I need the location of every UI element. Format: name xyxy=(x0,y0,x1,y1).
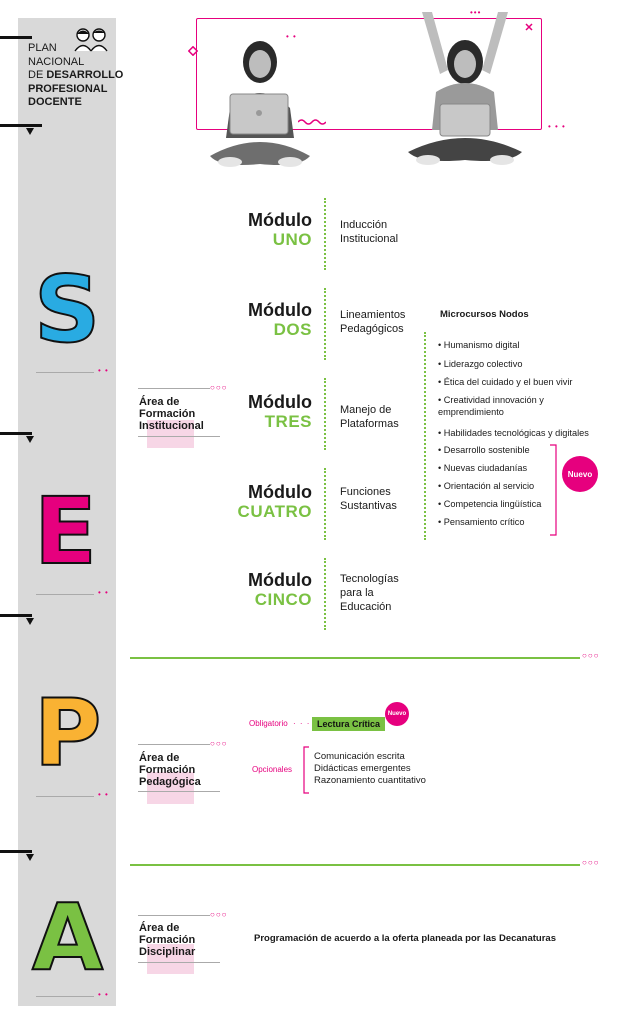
opcionales-label: Opcionales xyxy=(252,765,293,774)
divider xyxy=(138,388,210,389)
divider xyxy=(36,372,94,373)
divider xyxy=(138,915,210,916)
arrow-down-icon xyxy=(26,618,34,625)
divider xyxy=(36,594,94,595)
dots-decoration: ○○○ xyxy=(210,739,228,748)
dots-decoration: ○○○ xyxy=(582,651,600,660)
nuevo-badge: Nuevo xyxy=(385,702,409,726)
divider xyxy=(138,962,220,963)
list-item: Comunicación escrita xyxy=(314,751,405,762)
bracket-icon xyxy=(548,444,562,536)
arrow-down-icon xyxy=(26,436,34,443)
module-uno-desc: Inducción Institucional xyxy=(340,219,399,245)
module-divider xyxy=(324,288,326,360)
dots-decoration: • • xyxy=(98,366,109,375)
module-cuatro-desc: Funciones Sustantivas xyxy=(340,486,397,512)
dots-decoration: ○○○ xyxy=(582,858,600,867)
divider xyxy=(138,436,220,437)
disciplinar-text: Programación de acuerdo a la oferta planeada por las Decanaturas xyxy=(254,933,556,944)
list-item: • Pensamiento crítico xyxy=(438,517,525,527)
list-item: • Orientación al servicio xyxy=(438,481,535,491)
lectura-critica-tag: Lectura Crítica xyxy=(312,717,385,731)
dots-decoration: ••• xyxy=(470,8,482,17)
module-uno: Módulo UNO xyxy=(248,210,312,249)
section-rule xyxy=(0,124,42,127)
area-pedagogica-label: Área de Formación Pedagógica xyxy=(139,752,201,788)
module-cinco: Módulo CINCO xyxy=(248,570,312,609)
module-divider xyxy=(324,198,326,270)
list-item: • Creatividad innovación y xyxy=(438,395,544,405)
list-item: Razonamiento cuantitativo xyxy=(314,775,426,786)
diamond-icon xyxy=(188,46,198,56)
obligatorio-label: Obligatorio xyxy=(249,719,288,728)
module-tres-desc: Manejo de Plataformas xyxy=(340,404,399,430)
letter-p: P xyxy=(34,680,102,787)
module-tres: Módulo TRES xyxy=(248,392,312,431)
area-institucional-label: Área de Formación Institucional xyxy=(139,396,204,432)
module-dos: Módulo DOS xyxy=(248,300,312,339)
dots-decoration: • • • xyxy=(548,122,566,131)
teachers-icon xyxy=(72,26,110,52)
dots-decoration: • • xyxy=(98,790,109,799)
module-divider xyxy=(324,378,326,450)
dots-decoration: • • xyxy=(98,990,109,999)
section-separator xyxy=(130,657,580,659)
divider xyxy=(36,996,94,997)
microcursos-title: Microcursos Nodos xyxy=(440,309,529,320)
program-title: PLAN NACIONAL DE DESARROLLO PROFESIONAL DOCENTE xyxy=(28,42,124,108)
module-cinco-desc: Tecnologías para la Educación xyxy=(340,573,399,613)
module-cuatro: Módulo CUATRO xyxy=(237,482,312,521)
divider xyxy=(138,791,220,792)
list-item: • Habilidades tecnológicas y digitales xyxy=(438,428,589,438)
divider xyxy=(36,796,94,797)
module-divider xyxy=(324,558,326,630)
list-item: emprendimiento xyxy=(438,407,504,417)
dots-decoration: • • xyxy=(98,588,109,597)
bracket-icon xyxy=(302,746,310,794)
letter-e: E xyxy=(34,478,97,585)
section-rule xyxy=(0,614,32,617)
dots-decoration: · · · xyxy=(293,719,311,728)
area-disciplinar-label: Área de Formación Disciplinar xyxy=(139,922,196,958)
student-photo xyxy=(200,38,320,174)
arrow-down-icon xyxy=(26,128,34,135)
dots-decoration: ○○○ xyxy=(210,910,228,919)
list-item: • Nuevas ciudadanías xyxy=(438,463,528,473)
section-rule xyxy=(0,850,32,853)
list-item: • Desarrollo sostenible xyxy=(438,445,530,455)
module-divider xyxy=(324,468,326,540)
opcionales-list xyxy=(314,751,426,787)
nuevo-badge: Nuevo xyxy=(562,456,598,492)
header-rule xyxy=(0,36,32,39)
student-photo xyxy=(400,12,530,170)
list-item: • Liderazgo colectivo xyxy=(438,359,523,369)
list-item: • Competencia lingüística xyxy=(438,499,542,509)
dots-decoration: ○○○ xyxy=(210,383,228,392)
list-item: • Humanismo digital xyxy=(438,340,520,350)
letter-a: A xyxy=(32,884,104,991)
dots-decoration: • • xyxy=(286,32,297,41)
module-dos-desc: Lineamientos Pedagógicos xyxy=(340,309,406,335)
microcursos-divider xyxy=(424,332,426,540)
section-rule xyxy=(0,432,32,435)
list-item: Didácticas emergentes xyxy=(314,763,411,774)
divider xyxy=(138,744,210,745)
letter-s: S xyxy=(34,256,101,363)
list-item: • Ética del cuidado y el buen vivir xyxy=(438,377,573,387)
arrow-down-icon xyxy=(26,854,34,861)
section-separator xyxy=(130,864,580,866)
